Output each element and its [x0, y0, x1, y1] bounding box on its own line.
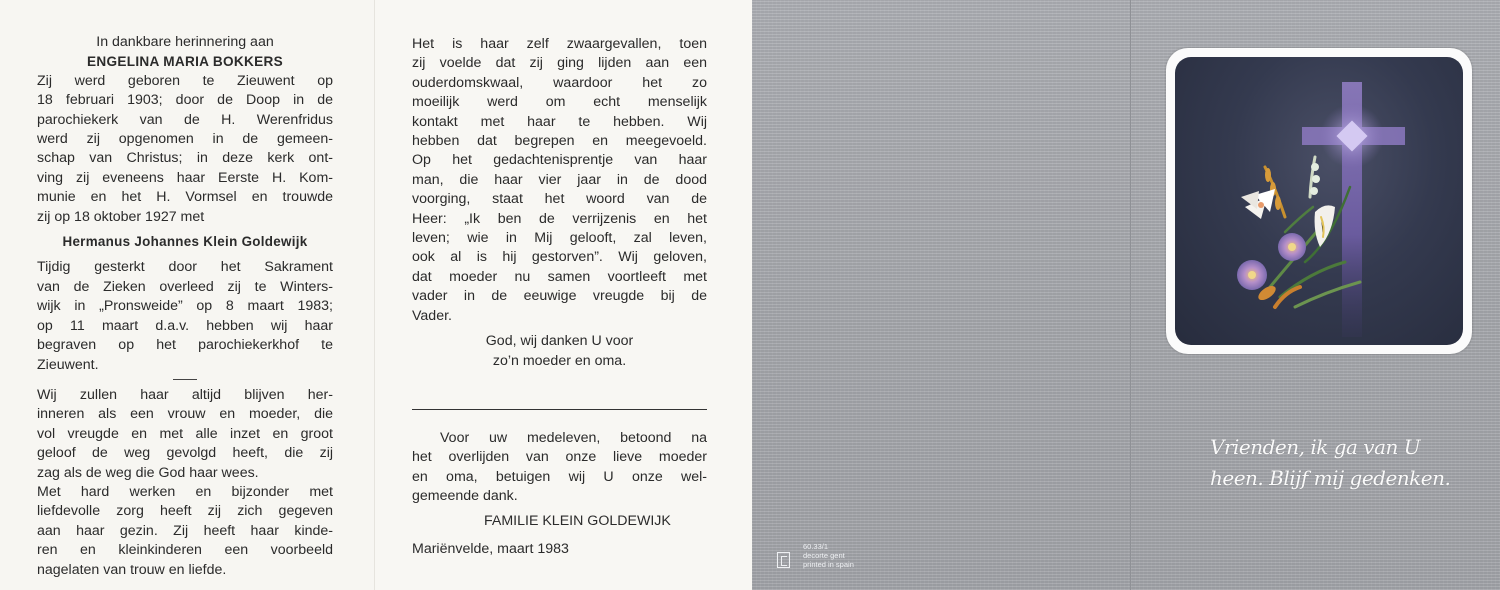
back-cover-panel: [752, 0, 1130, 590]
text-line: Tijdig gesterkt door het Sakrament: [37, 259, 333, 276]
publisher-logo-icon: [777, 552, 790, 568]
middle-column-text: [412, 35, 707, 371]
text-line: Met hard werken en bijzonder met: [37, 483, 333, 500]
memory-paragraph: [37, 386, 333, 580]
prayer: [412, 332, 707, 371]
cross-flowers-illustration: [1175, 57, 1463, 345]
text-line: wijk in „Pronsweide” op 8 maart 1983;: [37, 298, 333, 315]
place-date: Mariënvelde, maart 1983: [412, 541, 569, 557]
text-line: inneren als een vrouw en moeder, die: [37, 406, 333, 423]
thanks-paragraph: [412, 429, 707, 507]
text-line: en oma, betuigen wij U onze wel-: [412, 468, 707, 485]
text-line: Zij werd geboren te Zieuwent op: [37, 72, 333, 89]
text-line: aan haar gezin. Zij heeft haar kinde-: [37, 522, 333, 539]
text-line: hebben dat begrepen en meegevoeld.: [412, 133, 707, 150]
verse-line: Vrienden, ik ga van U: [1210, 435, 1421, 459]
section-rule: [412, 409, 707, 410]
text-line: begraven op het parochiekerkhof te: [37, 337, 333, 354]
text-line: het overlijden van onze lieve moeder: [412, 449, 707, 466]
text-line: parochiekerk van de H. Werenfridus: [37, 111, 333, 128]
text-line: Vader.: [412, 307, 452, 324]
text-line: vader in de eeuwige vreugde bij de: [412, 288, 707, 305]
text-line: zag als de weg die God haar wees.: [37, 464, 259, 481]
text-line: munie en het H. Vormsel en trouwde: [37, 189, 333, 206]
text-line: leven; wie in Mij gelooft, zal leven,: [412, 230, 707, 247]
text-line: 18 februari 1903; door de Doop in de: [37, 92, 333, 109]
text-line: moeilijk werd om echt menselijk: [412, 94, 707, 111]
front-verse: [1210, 432, 1470, 494]
deceased-name: ENGELINA MARIA BOKKERS: [87, 54, 283, 70]
text-line: man, die haar vier jaar in de dood: [412, 171, 707, 188]
printer-imprint: [777, 542, 887, 576]
purple-flower-icon: [1237, 260, 1267, 290]
text-line: nagelaten van trouw en liefde.: [37, 561, 227, 578]
heading: In dankbare herinnering aan: [96, 34, 274, 50]
purple-flower-icon: [1278, 233, 1306, 261]
text-line: werd zij opgenomen in de gemeen-: [37, 131, 333, 148]
cross-icon: [1302, 82, 1405, 337]
text-line: Wij zullen haar altijd blijven her-: [37, 386, 333, 403]
text-line: voorging, staat het woord van de: [412, 191, 707, 208]
birth-paragraph: [37, 72, 333, 227]
text-line: van de Zieken overleed zij te Winters-: [37, 278, 333, 295]
imprint-text: [803, 542, 854, 569]
text-line: Zieuwent.: [37, 356, 99, 373]
family-signature: FAMILIE KLEIN GOLDEWIJK: [484, 513, 671, 529]
cross-and-flowers-picture: [1175, 57, 1463, 345]
text-line: op 11 maart d.a.v. hebben wij haar: [37, 317, 333, 334]
text-line: Heer: „Ik ben de verrijzenis en het: [412, 210, 707, 227]
imprint-line: printed in spain: [803, 560, 854, 569]
text-line: ook al is hij gestorven”. Wij geloven,: [412, 249, 707, 266]
imprint-line: decorte gent: [803, 551, 845, 560]
reflection-paragraph: [412, 35, 707, 326]
text-line: schap van Christus; in deze kerk ont-: [37, 150, 333, 167]
text-line: ouderdomskwaal, waardoor het zo: [412, 74, 707, 91]
death-paragraph: [37, 258, 333, 374]
text-line: Voor uw medeleven, betoond na: [440, 430, 707, 446]
left-column-text: [37, 33, 333, 580]
text-line: Het is haar zelf zwaargevallen, toen: [412, 36, 707, 52]
text-line: dat moeder nu samen voortleeft met: [412, 268, 707, 285]
section-divider: [173, 379, 197, 380]
text-line: vol vreugde en met alle inzet en groot: [37, 425, 333, 442]
text-line: gemeende dank.: [412, 488, 518, 505]
flower-bouquet-icon: [1237, 157, 1360, 307]
text-line: ving zij eveneens haar Eerste H. Kom-: [37, 169, 333, 186]
spouse-name: Hermanus Johannes Klein Goldewijk: [62, 234, 308, 250]
prayer-line: God, wij danken U voor: [485, 333, 634, 350]
lily-flower-icon: [1241, 189, 1275, 219]
imprint-line: 60.33/1: [803, 542, 829, 551]
verse-line: heen. Blijf mij gedenken.: [1210, 466, 1451, 490]
text-line: zij op 18 oktober 1927 met: [37, 208, 205, 225]
text-line: zij voelde dat zij ging lijden aan een: [412, 55, 707, 72]
text-line: kontakt met haar te hebben. Wij: [412, 113, 707, 130]
text-line: geloof de weg gevolgd heeft, die zij: [37, 445, 333, 462]
text-line: ren en kleinkinderen een voorbeeld: [37, 542, 333, 559]
prayer-line: zo’n moeder en oma.: [492, 352, 627, 369]
text-line: liefdevolle zorg heeft zij zich gegeven: [37, 503, 333, 520]
text-line: Op het gedachtenisprentje van haar: [412, 152, 707, 169]
